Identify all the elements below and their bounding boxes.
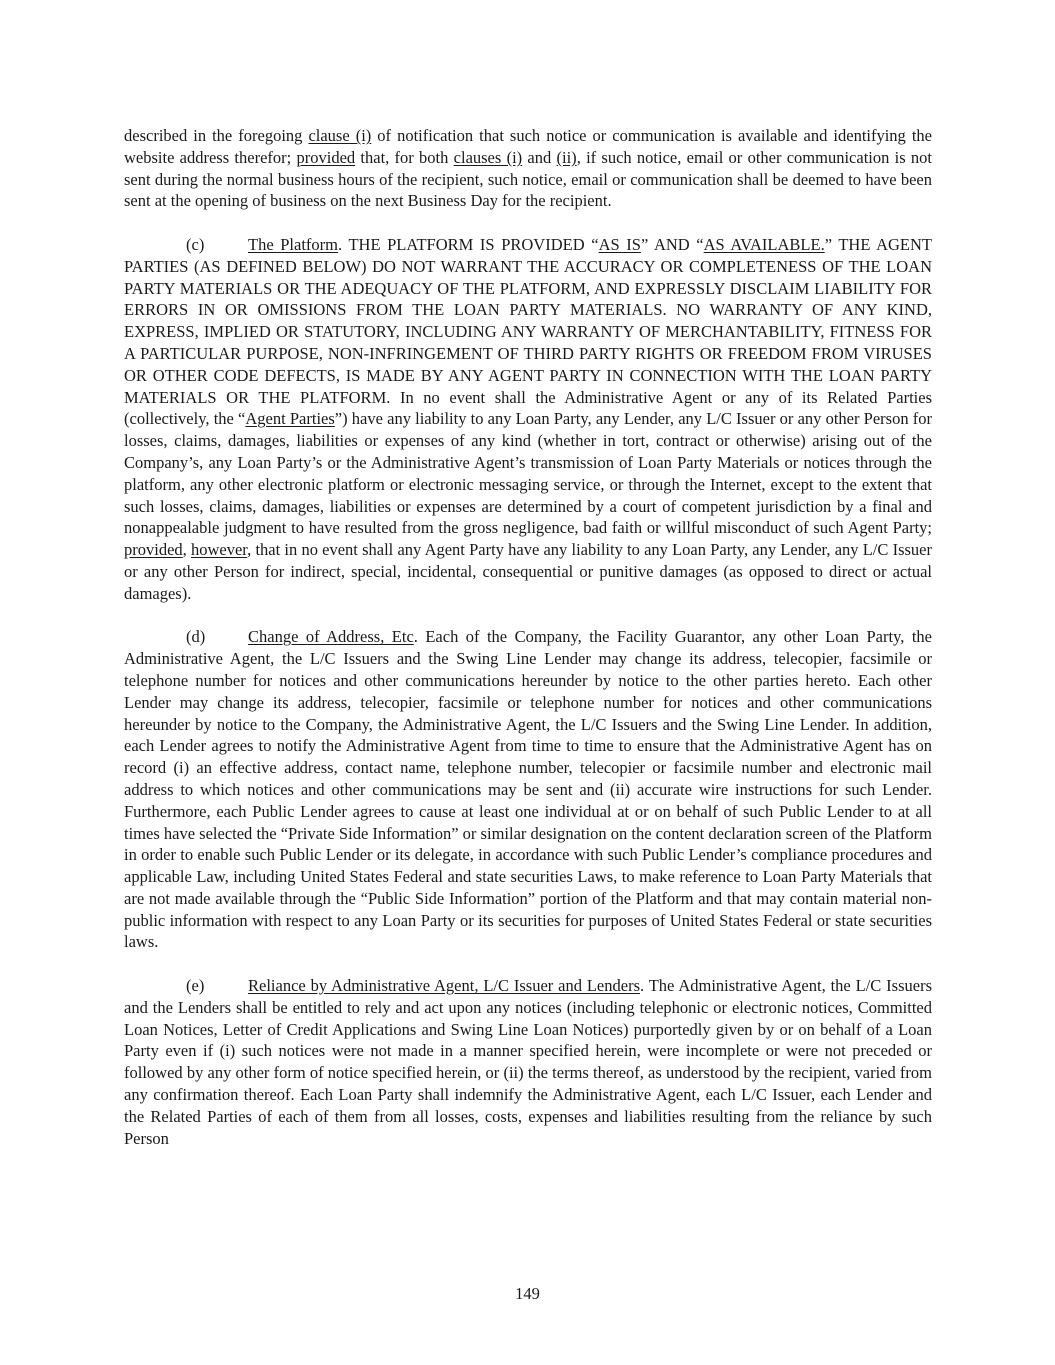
clauses-i-reference: clauses (i) (453, 147, 523, 167)
document-page (124, 125, 932, 1171)
paragraph-text: ” THE AGENT PARTIES (AS DEFINED BELOW) DO NOT WARRANT THE ACCURACY OR COMPLETENESS OF THE LOAN PARTY MATERIALS OR THE ADEQUACY OF THE PLATFORM, AND EXPRESSLY DISCLAIM LIABILITY FOR ERRORS IN OR OMISSIONS FROM THE LOAN PARTY MATERIALS. NO WARRANTY OF ANY KIND, EXPRESS, IMPLIED OR STATUTORY, INCLUDING ANY WARRANTY OF MERCHANTABILITY, FITNESS FOR A PARTICULAR PURPOSE, NON-INFRINGEMENT OF THIRD PARTY RIGHTS OR FREEDOM FROM VIRUSES OR OTHER CODE DEFECTS, IS MADE BY ANY AGENT PARTY IN CONNECTION WITH THE LOAN PARTY MATERIALS OR THE PLATFORM. In no event shall the Administrative Agent or any of its Related Parties (collectively, the “ (124, 234, 933, 429)
provided-term: provided (124, 540, 183, 560)
paragraph-text: of notification that such notice or communication is available and identifying the website address therefor; (124, 126, 932, 167)
provided-term: provided (296, 147, 356, 167)
paragraph-text: ”) have any liability to any Loan Party, any Lender, any L/C Issuer or any other Person for losses, claims, damages, liabilities or expenses of any kind (whether in tort, contract or otherwise) arising out of the Company’s, any Loan Party’s or the Administrative Agent’s transmission of Loan Party Materials or notices through the platform, any other electronic platform or electronic messaging service, or through the Internet, except to the extent that such losses, claims, damages, liabilities or expenses are determined by a court of competent jurisdiction by a final and nonappealable judgment to have resulted from the gross negligence, bad faith or willful misconduct of such Agent Party; (124, 409, 933, 538)
section-label-c: (c) (186, 234, 205, 254)
section-label-e: (e) (186, 976, 205, 996)
paragraph-text: , that in no event shall any Agent Party have any liability to any Loan Party, any Lender, any L/C Issuer or any other Person for indirect, special, incidental, consequential or punitive damages (as opposed to direct or actual damages). (124, 540, 932, 603)
paragraph-d (124, 626, 932, 953)
section-heading-reliance: Reliance by Administrative Agent, L/C Issuer and Lenders (248, 976, 640, 996)
as-is-term: AS IS (598, 234, 641, 254)
paragraph-text: . THE PLATFORM IS PROVIDED “ (338, 234, 599, 254)
paragraph-text: . Each of the Company, the Facility Guarantor, any other Loan Party, the Administrative Agent, the L/C Issuers and the Swing Line Lender may change its address, telecopier, facsimile or telephone number for notices and other communications hereunder by notice to the other parties hereto. Each other Lender may change its address, telecopier, facsimile or telephone number for notices and other communications hereunder by notice to the Company, the Administrative Agent, the L/C Issuers and the Swing Line Lender. In addition, each Lender agrees to notify the Administrative Agent from time to time to ensure that the Administrative Agent has on record (i) an effective address, contact name, telephone number, telecopier or facsimile number and electronic mail address to which notices and other communications may be sent and (ii) accurate wire instructions for such Lender. Furthermore, each Public Lender agrees to cause at least one individual at or on behalf of such Public Lender to at all times have selected the “Private Side Information” or similar designation on the content declaration screen of the Platform in order to enable such Public Lender or its delegate, in accordance with such Public Lender’s compliance procedures and applicable Law, including United States Federal and state securities Laws, to make reference to Loan Party Materials that are not made available through the “Public Side Information” portion of the Platform and that may contain material non-public information with respect to any Loan Party or its securities for purposes of United States Federal or state securities laws. (124, 627, 932, 952)
section-heading-platform: The Platform (248, 234, 339, 254)
paragraph-text: . The Administrative Agent, the L/C Issuers and the Lenders shall be entitled to rely and act upon any notices (including telephonic or electronic notices, Committed Loan Notices, Letter of Credit Applications and Swing Line Loan Notices) purportedly given by or on behalf of a Loan Party even if (i) such notices were not made in a manner specified herein, were incomplete or were not preceded or followed by any other form of notice specified herein, or (ii) the terms thereof, as understood by the recipient, varied from any confirmation thereof. Each Loan Party shall indemnify the Administrative Agent, each L/C Issuer, each Lender and the Related Parties of each of them from all losses, costs, expenses and liabilities resulting from the reliance by such Person (124, 976, 932, 1148)
paragraph-e (124, 975, 932, 1149)
section-heading-change-of-address: Change of Address, Etc (248, 627, 414, 647)
as-available-term: AS AVAILABLE. (703, 234, 825, 254)
clause-i-reference: clause (i) (308, 126, 372, 145)
however-term: however (190, 540, 248, 560)
section-label-d: (d) (186, 627, 206, 647)
agent-parties-term: Agent Parties (245, 409, 335, 429)
paragraph-continuation (124, 125, 932, 212)
paragraph-text: and (522, 147, 557, 167)
clause-ii-reference: (ii) (556, 147, 577, 167)
paragraph-text: , (182, 540, 191, 560)
page-number: 149 (515, 1284, 540, 1303)
paragraph-text: , if such notice, email or other communication is not sent during the normal business hours of the recipient, such notice, email or communication shall be deemed to have been sent at the opening of business on the next Business Day for the recipient. (124, 147, 932, 211)
paragraph-text: described in the foregoing (124, 126, 309, 145)
paragraph-text: that, for both (355, 147, 454, 167)
paragraph-text: ” AND “ (640, 234, 704, 254)
paragraph-c (124, 234, 932, 605)
